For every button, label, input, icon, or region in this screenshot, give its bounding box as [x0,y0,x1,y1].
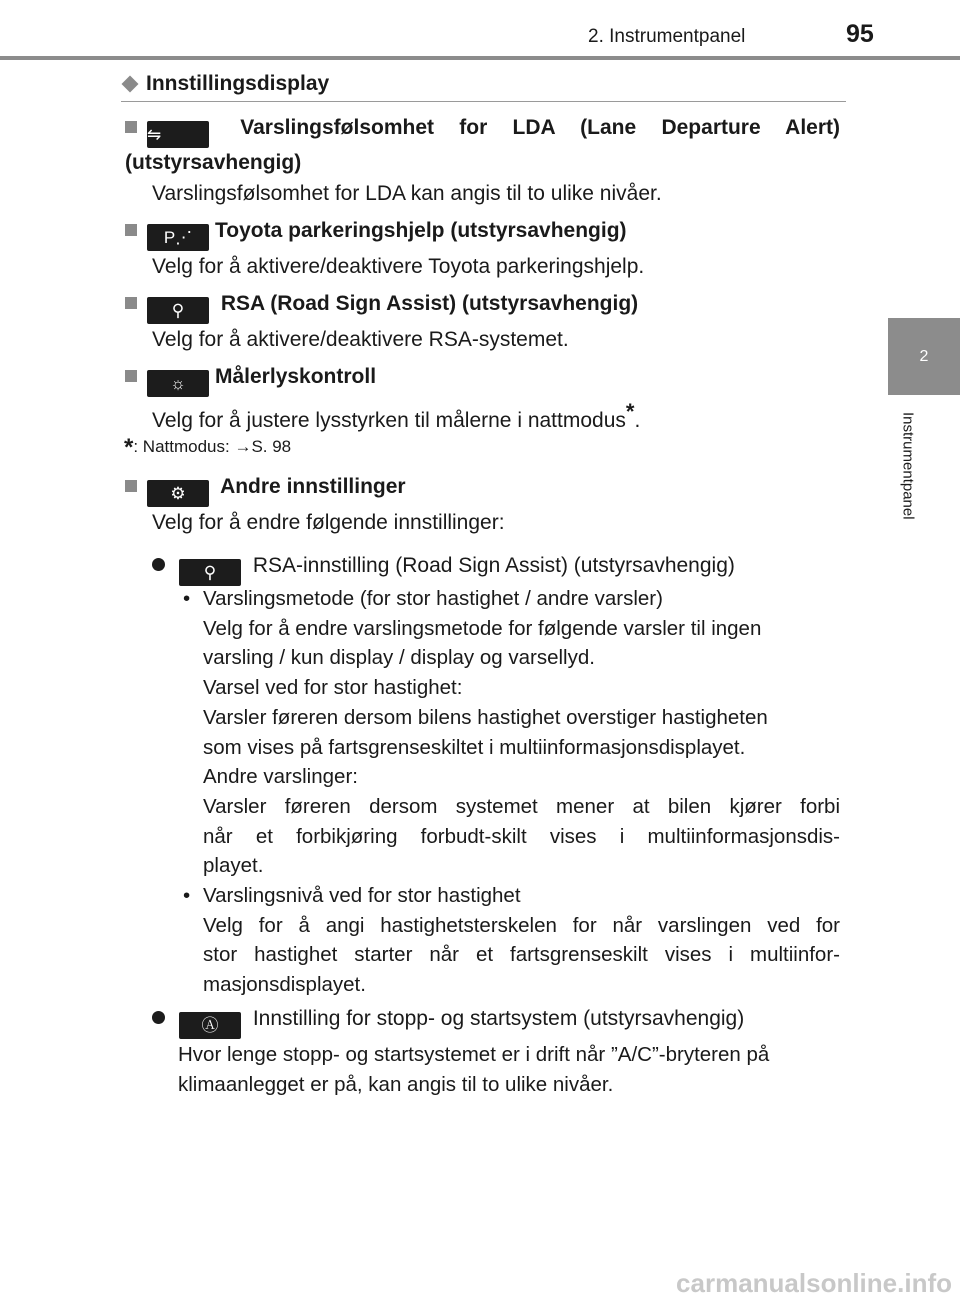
gear-icon: ⚙ [147,480,209,507]
header-rule [0,56,960,60]
rsa-description: • Varslingsmetode (for stor hastighet / andre varsler) Velg for å endre varslingsmetode for følgende varsler til ingen varsling / kun display / display og varsellyd. Varsel ved for stor hastighet: Varsler føreren dersom bilens hastighet overstiger hastigheten som vises på fartsgrenseskiltet i multiinformasjonsdisplayet. Andre varslinger: Varsler føreren dersom systemet mener at bilen kjører forbi når et forbikjøring forbudt-skilt vises i multiinformasjonsdis- playet. • Varslingsnivå ved for stor hastighet Velg for å angi hastighetsterskelen for når varslingen ved for stor hastighet starter når et fartsgrenseskilt vises i multiinfor- masjonsdisplayet. [183,584,840,1000]
sub-item-rsa-title: ⚲ RSA-innstilling (Road Sign Assist) (utstyrsavhengig) [152,551,735,586]
meter-light-icon: ☼ [147,370,209,397]
header-chapter: 2. Instrumentpanel [588,26,746,47]
item-parking-title: P⋰ Toyota parkeringshjelp (utstyrsavhengig) [125,216,840,251]
item-parking-body: Velg for å aktivere/deaktivere Toyota parkeringshjelp. [152,255,645,278]
chapter-tab[interactable]: 2 [888,318,960,395]
item-other-body: Velg for å endre følgende innstillinger: [152,511,505,534]
square-bullet-icon [125,121,137,133]
section-rule [121,101,846,102]
side-label-text: Instrumentpanel [899,412,917,520]
road-sign-icon: ⚲ [179,559,241,586]
item-rsa-body: Velg for å aktivere/deaktivere RSA-systemet. [152,328,569,351]
section-title-text: Innstillingsdisplay [146,72,330,95]
round-bullet-icon [152,1011,165,1024]
footnote: *: Nattmodus: →S. 98 [124,434,292,461]
page-number: 95 [846,20,874,48]
diamond-bullet-icon [122,76,139,93]
stop-start-description: Hvor lenge stopp- og startsystemet er i drift når ”A/C”-bryteren på klimaanlegget er på, kan angis til to ulike nivåer. [178,1043,770,1096]
square-bullet-icon [125,480,137,492]
item-lda-title: ⇋ Varslingsfølsomhet for LDA (Lane Departure Alert) (utstyrsavhengig) [125,116,840,174]
item-lda-body: Varslingsfølsomhet for LDA kan angis til to ulike nivåer. [152,182,662,205]
section-title [121,72,329,96]
side-label [898,412,918,562]
round-bullet-icon [152,558,165,571]
parking-assist-icon: P⋰ [147,224,209,251]
item-meter-title: ☼ Målerlyskontroll [125,362,840,397]
square-bullet-icon [125,370,137,382]
square-bullet-icon [125,297,137,309]
lane-departure-icon: ⇋ [147,121,209,148]
item-rsa-title: ⚲ RSA (Road Sign Assist) (utstyrsavhengig) [125,289,840,324]
sub-item-stop-start-title: Ⓐ Innstilling for stopp- og startsystem (utstyrsavhengig) [152,1004,744,1039]
road-sign-icon: ⚲ [147,297,209,324]
stop-start-icon: Ⓐ [179,1012,241,1039]
watermark: carmanualsonline.info [676,1268,952,1298]
item-meter-body: Velg for å justere lysstyrken til målerne i nattmodus*. [152,399,641,432]
square-bullet-icon [125,224,137,236]
item-other-title: ⚙ Andre innstillinger [125,472,840,507]
